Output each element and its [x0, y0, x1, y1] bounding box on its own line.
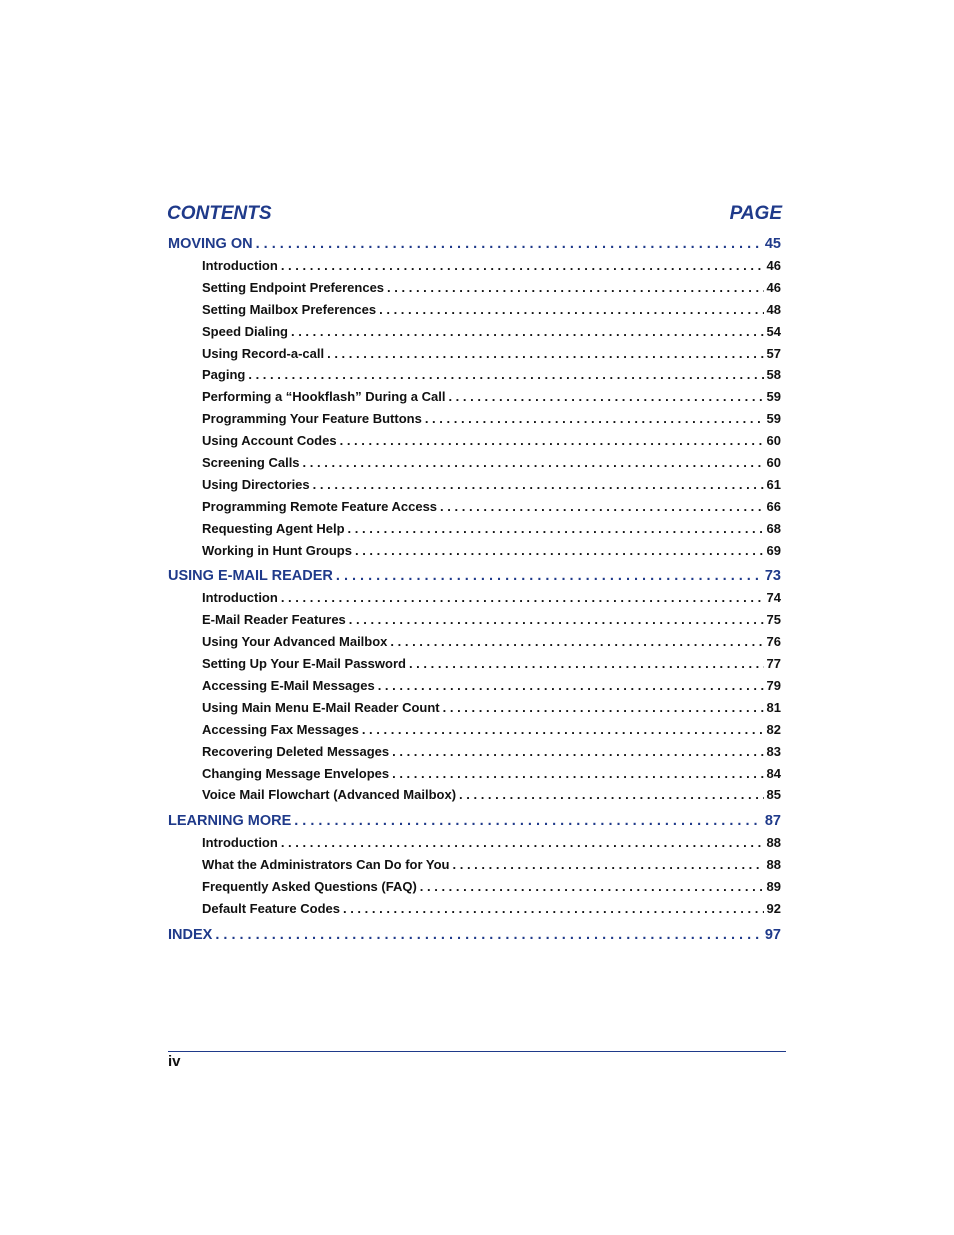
dot-leader [409, 653, 764, 675]
item-page-number: 77 [766, 656, 781, 672]
page-column-heading: PAGE [729, 203, 782, 224]
item-title: Setting Endpoint Preferences [202, 279, 385, 295]
item-page-number: 84 [766, 765, 781, 781]
toc-item-entry[interactable] [168, 408, 781, 430]
dot-leader [355, 540, 764, 562]
item-title: Using Main Menu E-Mail Reader Count [202, 699, 440, 715]
item-title: Screening Calls [202, 455, 300, 471]
dot-leader [248, 364, 763, 386]
dot-leader [453, 854, 764, 876]
item-title: Default Feature Codes [202, 901, 340, 917]
item-page-number: 74 [766, 590, 781, 606]
item-title: Changing Message Envelopes [202, 765, 390, 781]
dot-leader [340, 430, 764, 452]
toc-item-entry[interactable] [168, 741, 781, 763]
dot-leader [313, 474, 764, 496]
dot-leader [348, 518, 764, 540]
item-page-number: 54 [766, 323, 781, 339]
contents-heading: CONTENTS [167, 203, 272, 224]
item-title: Voice Mail Flowchart (Advanced Mailbox) [202, 787, 457, 803]
section-title: MOVING ON [168, 236, 253, 252]
dot-leader [440, 496, 763, 518]
dot-leader [336, 565, 762, 587]
toc-item-entry[interactable] [168, 364, 781, 386]
toc-item-entry[interactable] [168, 299, 781, 321]
dot-leader [378, 675, 764, 697]
item-title: Paging [202, 367, 246, 383]
item-title: Speed Dialing [202, 323, 288, 339]
item-title: Performing a “Hookflash” During a Call [202, 389, 446, 405]
item-page-number: 59 [766, 389, 781, 405]
item-page-number: 46 [766, 279, 781, 295]
section-page-number: 73 [764, 568, 781, 585]
item-page-number: 85 [766, 787, 781, 803]
dot-leader [459, 784, 764, 806]
item-title: Accessing E-Mail Messages [202, 678, 375, 694]
toc-item-entry[interactable] [168, 784, 781, 806]
dot-leader [362, 719, 764, 741]
dot-leader [392, 741, 763, 763]
toc-item-entry[interactable] [168, 277, 781, 299]
item-title: Using Record-a-call [202, 345, 325, 361]
toc-section-entry[interactable] [168, 924, 781, 946]
toc-section-entry[interactable] [168, 233, 781, 255]
toc-header [167, 203, 782, 229]
toc-item-entry[interactable] [168, 321, 781, 343]
item-page-number: 92 [766, 901, 781, 917]
page-number: iv [168, 1053, 181, 1070]
table-of-contents [168, 233, 781, 946]
item-title: What the Administrators Can Do for You [202, 857, 450, 873]
item-page-number: 59 [766, 411, 781, 427]
toc-item-entry[interactable] [168, 474, 781, 496]
section-title: USING E-MAIL READER [168, 568, 333, 585]
dot-leader [256, 233, 762, 255]
dot-leader [425, 408, 764, 430]
toc-item-entry[interactable] [168, 675, 781, 697]
item-title: Setting Up Your E-Mail Password [202, 656, 406, 672]
item-title: Introduction [202, 590, 278, 606]
toc-item-entry[interactable] [168, 697, 781, 719]
dot-leader [327, 343, 763, 365]
item-title: Programming Remote Feature Access [202, 498, 438, 514]
item-page-number: 88 [766, 857, 781, 873]
item-title: Using Your Advanced Mailbox [202, 634, 388, 650]
item-title: Working in Hunt Groups [202, 542, 352, 558]
toc-item-entry[interactable] [168, 518, 781, 540]
dot-leader [390, 631, 763, 653]
dot-leader [215, 924, 762, 946]
item-title: Using Directories [202, 476, 310, 492]
toc-item-entry[interactable] [168, 386, 781, 408]
dot-leader [281, 587, 764, 609]
item-title: Introduction [202, 258, 278, 273]
item-title: E-Mail Reader Features [202, 612, 346, 628]
item-page-number: 83 [766, 743, 781, 759]
toc-item-entry[interactable] [168, 452, 781, 474]
toc-item-entry[interactable] [168, 719, 781, 741]
dot-leader [392, 763, 763, 785]
item-title: Frequently Asked Questions (FAQ) [202, 879, 417, 895]
section-page-number: 45 [764, 236, 781, 252]
item-page-number: 58 [766, 367, 781, 383]
toc-item-entry[interactable] [168, 876, 781, 898]
item-page-number: 75 [766, 612, 781, 628]
item-title: Setting Mailbox Preferences [202, 301, 377, 317]
dot-leader [448, 386, 763, 408]
toc-item-entry[interactable] [168, 763, 781, 785]
dot-leader [281, 255, 764, 277]
item-page-number: 89 [766, 879, 781, 895]
item-page-number: 69 [766, 542, 781, 558]
item-page-number: 79 [766, 678, 781, 694]
dot-leader [420, 876, 764, 898]
toc-section-entry[interactable] [168, 810, 781, 832]
toc-item-entry[interactable] [168, 496, 781, 518]
section-title: LEARNING MORE [168, 813, 292, 830]
toc-item-entry[interactable] [168, 898, 781, 920]
item-title: Using Account Codes [202, 433, 337, 449]
item-page-number: 81 [766, 699, 781, 715]
item-title: Requesting Agent Help [202, 520, 345, 536]
item-title: Introduction [202, 835, 278, 851]
item-title: Programming Your Feature Buttons [202, 411, 422, 427]
toc-item-entry[interactable] [168, 255, 781, 277]
toc-item-entry[interactable] [168, 609, 781, 631]
toc-item-entry[interactable] [168, 854, 781, 876]
item-page-number: 82 [766, 721, 781, 737]
item-page-number: 76 [766, 634, 781, 650]
item-page-number: 48 [766, 301, 781, 317]
dot-leader [303, 452, 764, 474]
item-title: Recovering Deleted Messages [202, 743, 390, 759]
toc-section-entry[interactable] [168, 565, 781, 587]
item-page-number: 57 [766, 345, 781, 361]
dot-leader [291, 321, 764, 343]
item-page-number: 66 [766, 498, 781, 514]
item-page-number: 61 [766, 476, 781, 492]
toc-item-entry[interactable] [168, 832, 781, 854]
dot-leader [379, 299, 763, 321]
toc-item-entry[interactable] [168, 430, 781, 452]
section-page-number: 87 [764, 813, 781, 830]
dot-leader [387, 277, 763, 299]
section-title: INDEX [168, 926, 213, 943]
toc-item-entry[interactable] [168, 343, 781, 365]
footer-divider [168, 1051, 786, 1052]
toc-item-entry[interactable] [168, 540, 781, 562]
section-page-number: 97 [764, 926, 781, 943]
dot-leader [343, 898, 764, 920]
item-page-number: 88 [766, 835, 781, 851]
toc-item-entry[interactable] [168, 631, 781, 653]
item-title: Accessing Fax Messages [202, 721, 359, 737]
item-page-number: 46 [766, 258, 781, 273]
dot-leader [349, 609, 764, 631]
dot-leader [294, 810, 762, 832]
item-page-number: 60 [766, 433, 781, 449]
toc-item-entry[interactable] [168, 587, 781, 609]
toc-item-entry[interactable] [168, 653, 781, 675]
item-page-number: 68 [766, 520, 781, 536]
dot-leader [281, 832, 764, 854]
dot-leader [443, 697, 764, 719]
item-page-number: 60 [766, 455, 781, 471]
